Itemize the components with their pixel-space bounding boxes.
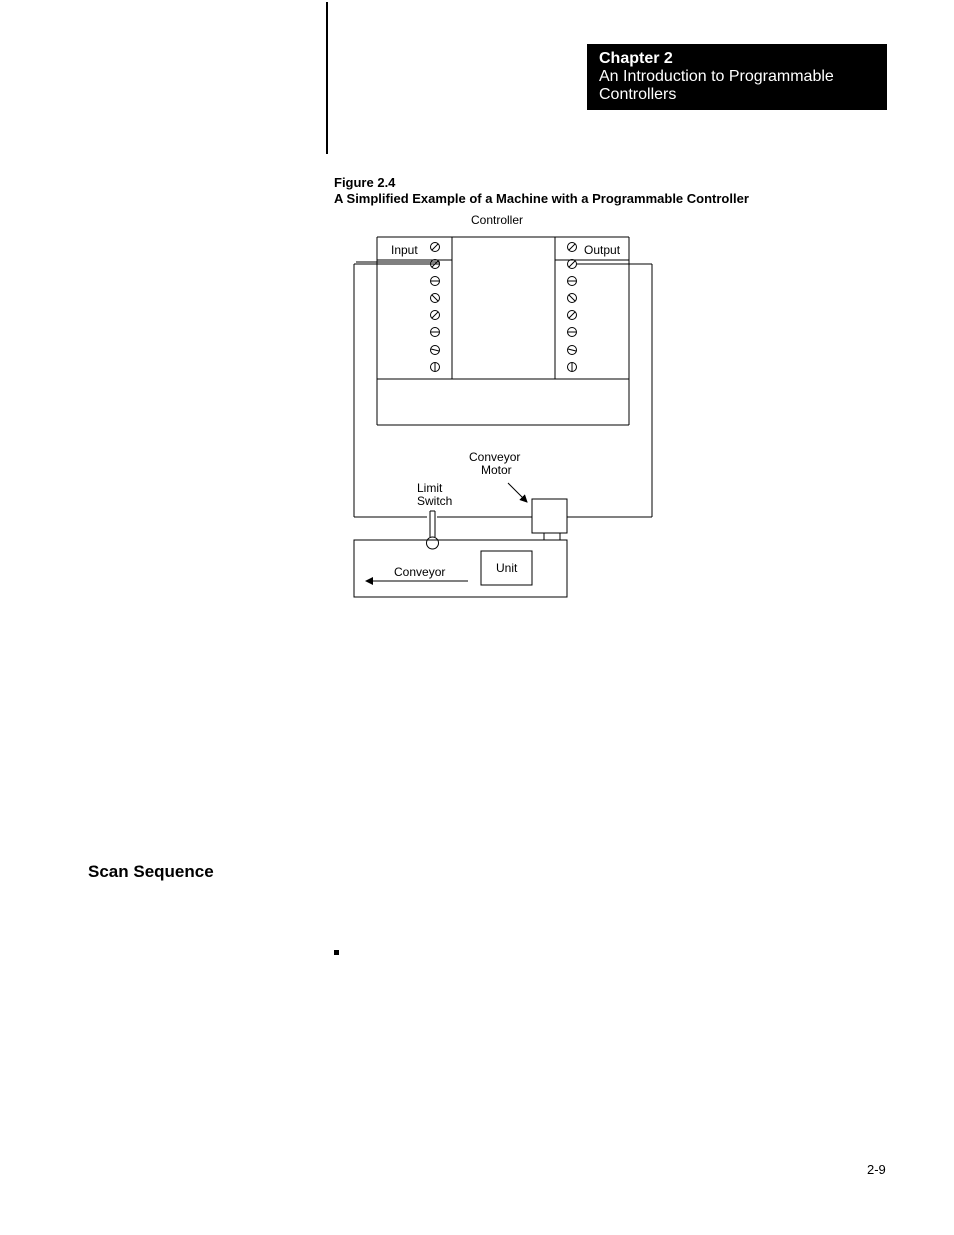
limit-switch — [427, 511, 439, 549]
conveyor-motor — [532, 499, 567, 540]
chapter-title-line2: Controllers — [599, 86, 677, 103]
output-terminals — [568, 243, 577, 372]
bullet-marker — [334, 950, 339, 955]
input-wiring — [354, 262, 440, 517]
motor-label-line1: Conveyor — [469, 450, 521, 464]
section-heading: Scan Sequence — [88, 862, 214, 881]
output-wiring — [437, 264, 652, 517]
output-label: Output — [584, 243, 621, 257]
chapter-title-line1: An Introduction to Programmable — [599, 68, 834, 85]
motor-pointer-arrow — [508, 483, 527, 502]
limit-label-line1: Limit — [417, 481, 443, 495]
conveyor-label: Conveyor — [394, 565, 446, 579]
figure-number: Figure 2.4 — [334, 175, 396, 190]
motor-label-line2: Motor — [481, 463, 512, 477]
input-label: Input — [391, 243, 418, 257]
unit-label: Unit — [496, 561, 518, 575]
controller-body — [377, 237, 629, 425]
page-number: 2-9 — [867, 1162, 886, 1177]
conveyor — [354, 540, 567, 597]
chapter-number: Chapter 2 — [599, 50, 673, 67]
limit-label-line2: Switch — [417, 494, 453, 508]
figure-title: A Simplified Example of a Machine with a Programmable Controller — [334, 191, 749, 206]
controller-label: Controller — [471, 213, 524, 227]
